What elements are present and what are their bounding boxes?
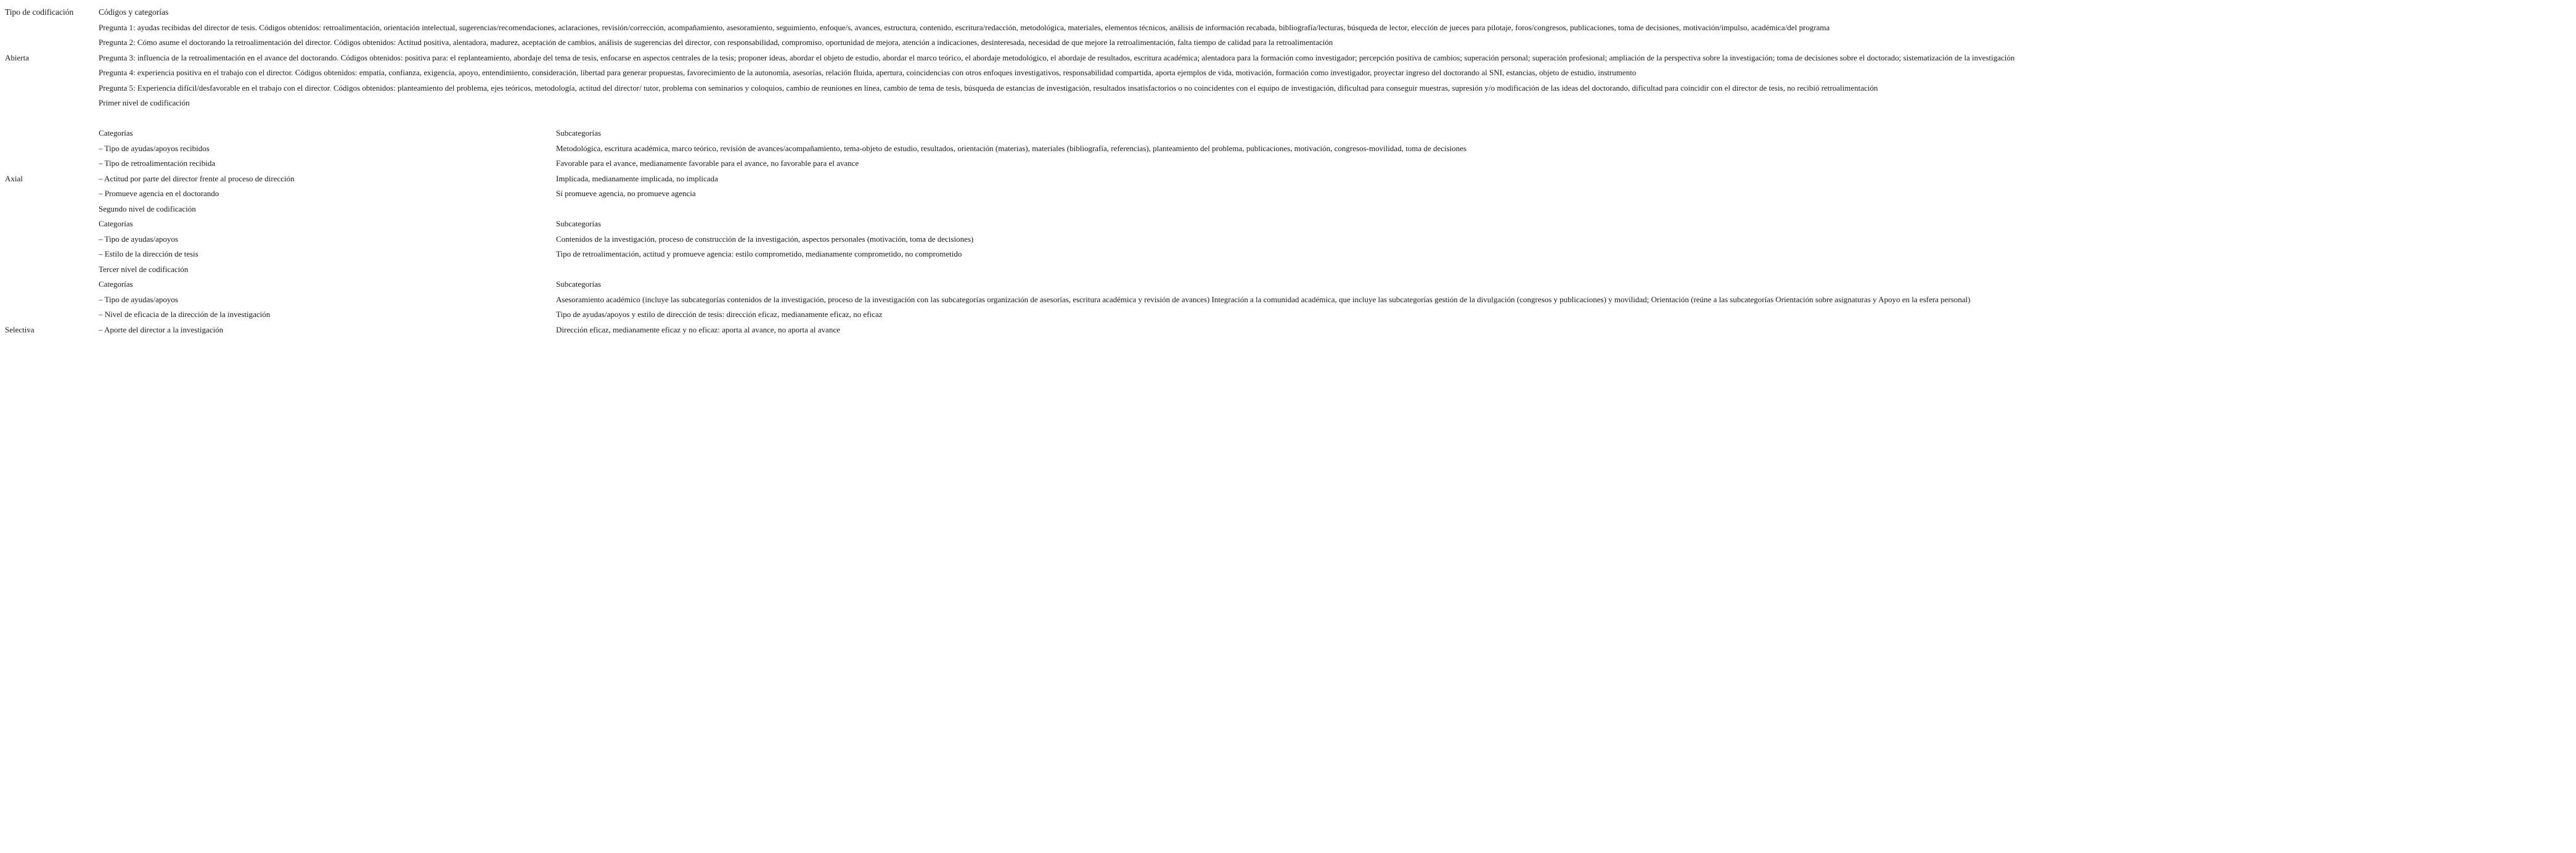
table-row (4, 141, 2572, 157)
selectiva-title-row (4, 262, 2572, 278)
primer-sub-3: Implicada, medianamente implicada, no implicada (556, 173, 718, 183)
tipo-selectiva: Selectiva (5, 324, 35, 334)
primer-nivel-cat-header: Categorías (99, 128, 133, 138)
table-row (4, 292, 2572, 308)
primer-cat-4: – Promueve agencia en el doctorando (99, 189, 219, 198)
tercer-nivel-cat-header: Categorías (99, 279, 133, 289)
primer-nivel-title: Primer nivel de codificación (99, 98, 190, 107)
axial-primer-title-row (4, 96, 2572, 111)
table-row (4, 323, 2572, 338)
abierta-row-5 (4, 81, 2572, 96)
table-row (4, 247, 2572, 262)
tercer-nivel-header-row (4, 277, 2572, 292)
segundo-nivel-cat-header: Categorías (99, 219, 133, 228)
abierta-row-2 (4, 35, 2572, 51)
abierta-row-4 (4, 65, 2572, 81)
pregunta-3: Pregunta 3: influencia de la retroalimentación en el avance del doctorando. Códigos obtenidos: positiva para: el replanteamiento, abordaje del tema de tesis, enfocarse en aspectos centrales de la tesis; proponer ideas, abordar el objeto de estudio, abordar el marco teórico, el abordaje metodológico, el abordaje de resultados, escritura académica; alentadora para la formación como investigador; percepción positiva de cambios; superación personal; superación profesional; ampliación de la perspectiva sobre la investigación; toma de decisiones sobre el doctorado; sistematización de la investigación (99, 52, 2015, 62)
primer-sub-1: Metodológica, escritura académica, marco teórico, revisión de avances/acompañamiento, tema-objeto de estudio, resultados, orientación (materias), materiales (bibliografía, referencias), planteamiento del problema, publicaciones, motivación, congresos-movilidad, toma de decisiones (556, 143, 1467, 153)
primer-cat-1: – Tipo de ayudas/apoyos recibidos (99, 143, 210, 153)
segundo-sub-2: Tipo de retroalimentación, actitud y promueve agencia: estilo comprometido, medianamente comprometido, no comprometido (556, 249, 962, 258)
tercer-sub-3: Dirección eficaz, medianamente eficaz y no eficaz: aporta al avance, no aporta al avance (556, 324, 840, 334)
abierta-row-3 (4, 51, 2572, 66)
primer-nivel-header-row (4, 126, 2572, 141)
tercer-cat-1: – Tipo de ayudas/apoyos (99, 294, 178, 304)
segundo-nivel-title: Segundo nivel de codificación (99, 204, 196, 213)
table-row (4, 307, 2572, 323)
segundo-cat-1: – Tipo de ayudas/apoyos (99, 234, 178, 244)
primer-sub-4: Sí promueve agencia, no promueve agencia (556, 189, 696, 198)
segundo-cat-2: – Estilo de la dirección de tesis (99, 249, 198, 258)
table-row (4, 232, 2572, 247)
primer-cat-3: – Actitud por parte del director frente al proceso de dirección (99, 173, 295, 183)
segundo-nivel-sub-header: Subcategorías (556, 219, 601, 228)
table-row (4, 156, 2572, 171)
segundo-sub-1: Contenidos de la investigación, proceso de construcción de la investigación, aspectos personales (motivación, toma de decisiones) (556, 234, 974, 244)
coding-table (4, 5, 2572, 337)
abierta-row-1 (4, 20, 2572, 36)
segundo-nivel-header-row (4, 216, 2572, 232)
spacer-row (4, 111, 2572, 126)
tercer-cat-2: – Nivel de eficacia de la dirección de la investigación (99, 310, 271, 319)
table-row (4, 186, 2572, 202)
tercer-nivel-sub-header: Subcategorías (556, 279, 601, 289)
tercer-cat-3: – Aporte del director a la investigación (99, 324, 224, 334)
pregunta-5: Pregunta 5: Experiencia difícil/desfavorable en el trabajo con el director. Códigos obtenidos: planteamiento del problema, ejes teóricos, metodología, actitud del director/ tutor, problema con seminarios y coloquios, cambio de reuniones en línea, cambio de tema de tesis, búsqueda de estancias de investigación, resultados insatisfactorios o no coincidentes con el equipo de investigación, dificultad para conseguir muestras, supresión y/o modificación de las ideas del doctorando, dificultad para coincidir con el director de tesis, no recibió retroalimentación (99, 83, 1878, 93)
tercer-sub-1: Asesoramiento académico (incluye las subcategorías contenidos de la investigación, proceso de la investigación con las subcategorías organización de asesorías, escritura académica y revisión de avances) Integración a la comunidad académica, que incluye las subcategorías gestión de la divulgación (congresos y publicaciones) y movilidad; Orientación (reúne a las subcategorías Orientación sobre asignaturas y Apoyo en la esfera personal) (556, 294, 1971, 304)
tercer-sub-2: Tipo de ayudas/apoyos y estilo de dirección de tesis: dirección eficaz, medianamente eficaz, no eficaz (556, 310, 883, 319)
tipo-abierta: Abierta (5, 52, 29, 62)
header-codigos: Códigos y categorías (99, 7, 169, 17)
pregunta-1: Pregunta 1: ayudas recibidas del director de tesis. Códigos obtenidos: retroalimentación, orientación intelectual, sugerencias/recomendaciones, aclaraciones, revisión/corrección, acompañamiento, asesoramiento, seguimiento, enfoque/s, avances, estructura, contenido, escritura/redacción, metodológica, materiales, elementos técnicos, análisis de información recabada, bibliografía/lecturas, búsqueda de lector, elección de jueces para pilotaje, foros/congresos, publicaciones, toma de decisiones, motivación/impulso, académica/del programa (99, 22, 1830, 32)
tercer-nivel-title: Tercer nivel de codificación (99, 264, 189, 274)
pregunta-4: Pregunta 4: experiencia positiva en el trabajo con el director. Códigos obtenidos: empatía, confianza, exigencia, apoyo, entendimiento, consideración, libertad para generar propuestas, favorecimiento de la autonomía, asesorías, relación fluida, apertura, coincidencias con otros enfoques investigativos, responsabilidad compartida, aporta ejemplos de vida, motivación, formación como investigador, proyectar ingreso del doctorando al SNI, estancias, objeto de estudio, instrumento (99, 68, 1637, 77)
primer-sub-2: Favorable para el avance, medianamente favorable para el avance, no favorable para el avance (556, 159, 859, 168)
table-row (4, 171, 2572, 187)
header-tipo: Tipo de codificación (5, 7, 74, 17)
primer-nivel-sub-header: Subcategorías (556, 128, 601, 138)
axial-segundo-title-row (4, 202, 2572, 217)
table-header-row (4, 5, 2572, 20)
pregunta-2: Pregunta 2: Cómo asume el doctorando la retroalimentación del director. Códigos obtenidos: Actitud positiva, alentadora, madurez, aceptación de cambios, análisis de sugerencias del director, con responsabilidad, compromiso, oportunidad de mejora, atención a indicaciones, desinteresada, necesidad de que mejore la retroalimentación, falta tiempo de calidad para la retroalimentación (99, 38, 1333, 47)
tipo-axial: Axial (5, 173, 23, 183)
primer-cat-2: – Tipo de retroalimentación recibida (99, 159, 216, 168)
